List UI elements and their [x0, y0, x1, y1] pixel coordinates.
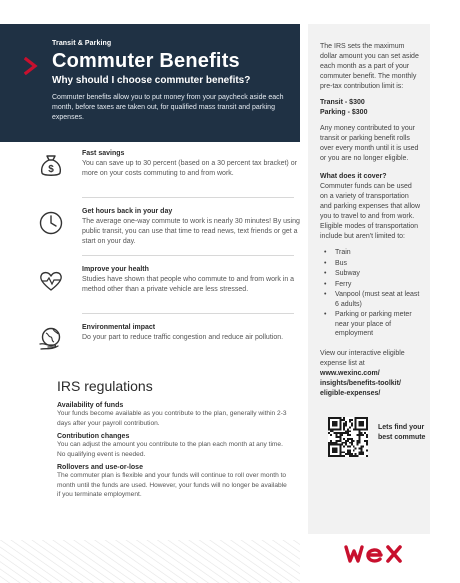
globe-hand-icon	[38, 326, 64, 352]
list-item: • Ferry	[322, 280, 420, 290]
qr-code-icon[interactable]	[328, 417, 368, 457]
benefit-title: Improve your health	[82, 266, 149, 273]
svg-text:$: $	[48, 164, 54, 175]
eyebrow-label: Transit & Parking	[52, 40, 112, 47]
page-subtitle: Why should I choose commuter benefits?	[52, 75, 251, 86]
divider	[82, 197, 294, 198]
page-title: Commuter Benefits	[52, 50, 240, 72]
regulation-title: Rollovers and use-or-lose	[57, 464, 143, 471]
hero-banner	[0, 24, 300, 142]
divider	[82, 255, 294, 256]
benefit-title: Environmental impact	[82, 324, 156, 331]
wex-logo-icon	[344, 543, 416, 565]
dollar-bag-icon	[38, 152, 64, 178]
irs-regulations	[57, 378, 289, 500]
modes-list	[320, 248, 420, 339]
list-item: • Subway	[322, 269, 420, 279]
list-item: • Vanpool (must seat at least 6 adults)	[322, 290, 420, 309]
benefit-text: The average one-way commute to work is nearly 30 minutes! By using public transit, you can use that time to read news, text friends or get a start on your day.	[82, 218, 300, 245]
section-heading: IRS regulations	[57, 378, 153, 394]
intro-text: Commuter benefits allow you to put money from your paycheck aside each month, before taxes are taken out, for qualified mass transit and parking expenses.	[52, 94, 284, 121]
benefit-item	[30, 208, 300, 266]
list-item: • Train	[322, 248, 420, 258]
regulation-text: The commuter plan is flexible and your funds will continue to roll over month to month until the funds are used. However, your funds will no longer be available if you terminate employment.	[57, 472, 287, 498]
transit-limit: Transit - $300	[320, 99, 365, 106]
regulation-title: Availability of funds	[57, 402, 124, 409]
expense-intro: View our interactive eligible expense list at	[320, 349, 405, 367]
limit-intro: The IRS sets the maximum dollar amount you can set aside each month as a part of your commuter benefit. The monthly pre-tax contribution limit is:	[320, 43, 419, 90]
benefit-item	[30, 266, 300, 324]
hatch-pattern	[0, 540, 300, 583]
parking-limit: Parking - $300	[320, 109, 368, 116]
rollover-note: Any money contributed to your transit or parking benefit rolls over every month until it is used or you are no longer eligible.	[320, 125, 419, 162]
benefit-item	[30, 324, 300, 382]
regulation-text: You can adjust the amount you contribute to the plan each month at any time. No qualifying event is needed.	[57, 441, 283, 458]
qr-block	[320, 417, 426, 463]
benefit-title: Get hours back in your day	[82, 208, 173, 215]
heart-pulse-icon	[38, 268, 64, 294]
benefit-text: Do your part to reduce traffic congestion and reduce air pollution.	[82, 334, 284, 341]
regulation-text: Your funds become available as you contribute to the plan, generally within 2-3 days after your payroll contribution.	[57, 410, 287, 427]
benefits-list	[30, 150, 300, 382]
expense-link[interactable]: www.wexinc.com/ insights/benefits-toolkit/ eligible-expenses/	[320, 369, 401, 397]
clock-icon	[38, 210, 64, 236]
divider	[82, 313, 294, 314]
cover-heading: What does it cover?	[320, 173, 387, 180]
regulation-title: Contribution changes	[57, 433, 130, 440]
benefit-title: Fast savings	[82, 150, 125, 157]
qr-caption: Lets find your best commute	[378, 423, 426, 441]
chevron-right-icon	[24, 57, 38, 75]
benefit-text: Studies have shown that people who commute to and from work in a method other than a private vehicle are less stressed.	[82, 276, 295, 293]
cover-text: Commuter funds can be used on a variety of transportation and parking expenses that allow you to travel to and from work. Eligible modes of transportation include but aren't limited to:	[320, 183, 421, 240]
list-item: • Parking or parking meter near your place of employment	[322, 310, 420, 339]
benefit-item	[30, 150, 300, 208]
list-item: • Bus	[322, 259, 420, 269]
sidebar-panel	[308, 24, 430, 534]
benefit-text: You can save up to 30 percent (based on a 30 percent tax bracket) or more on your costs commuting to and from work.	[82, 160, 297, 177]
